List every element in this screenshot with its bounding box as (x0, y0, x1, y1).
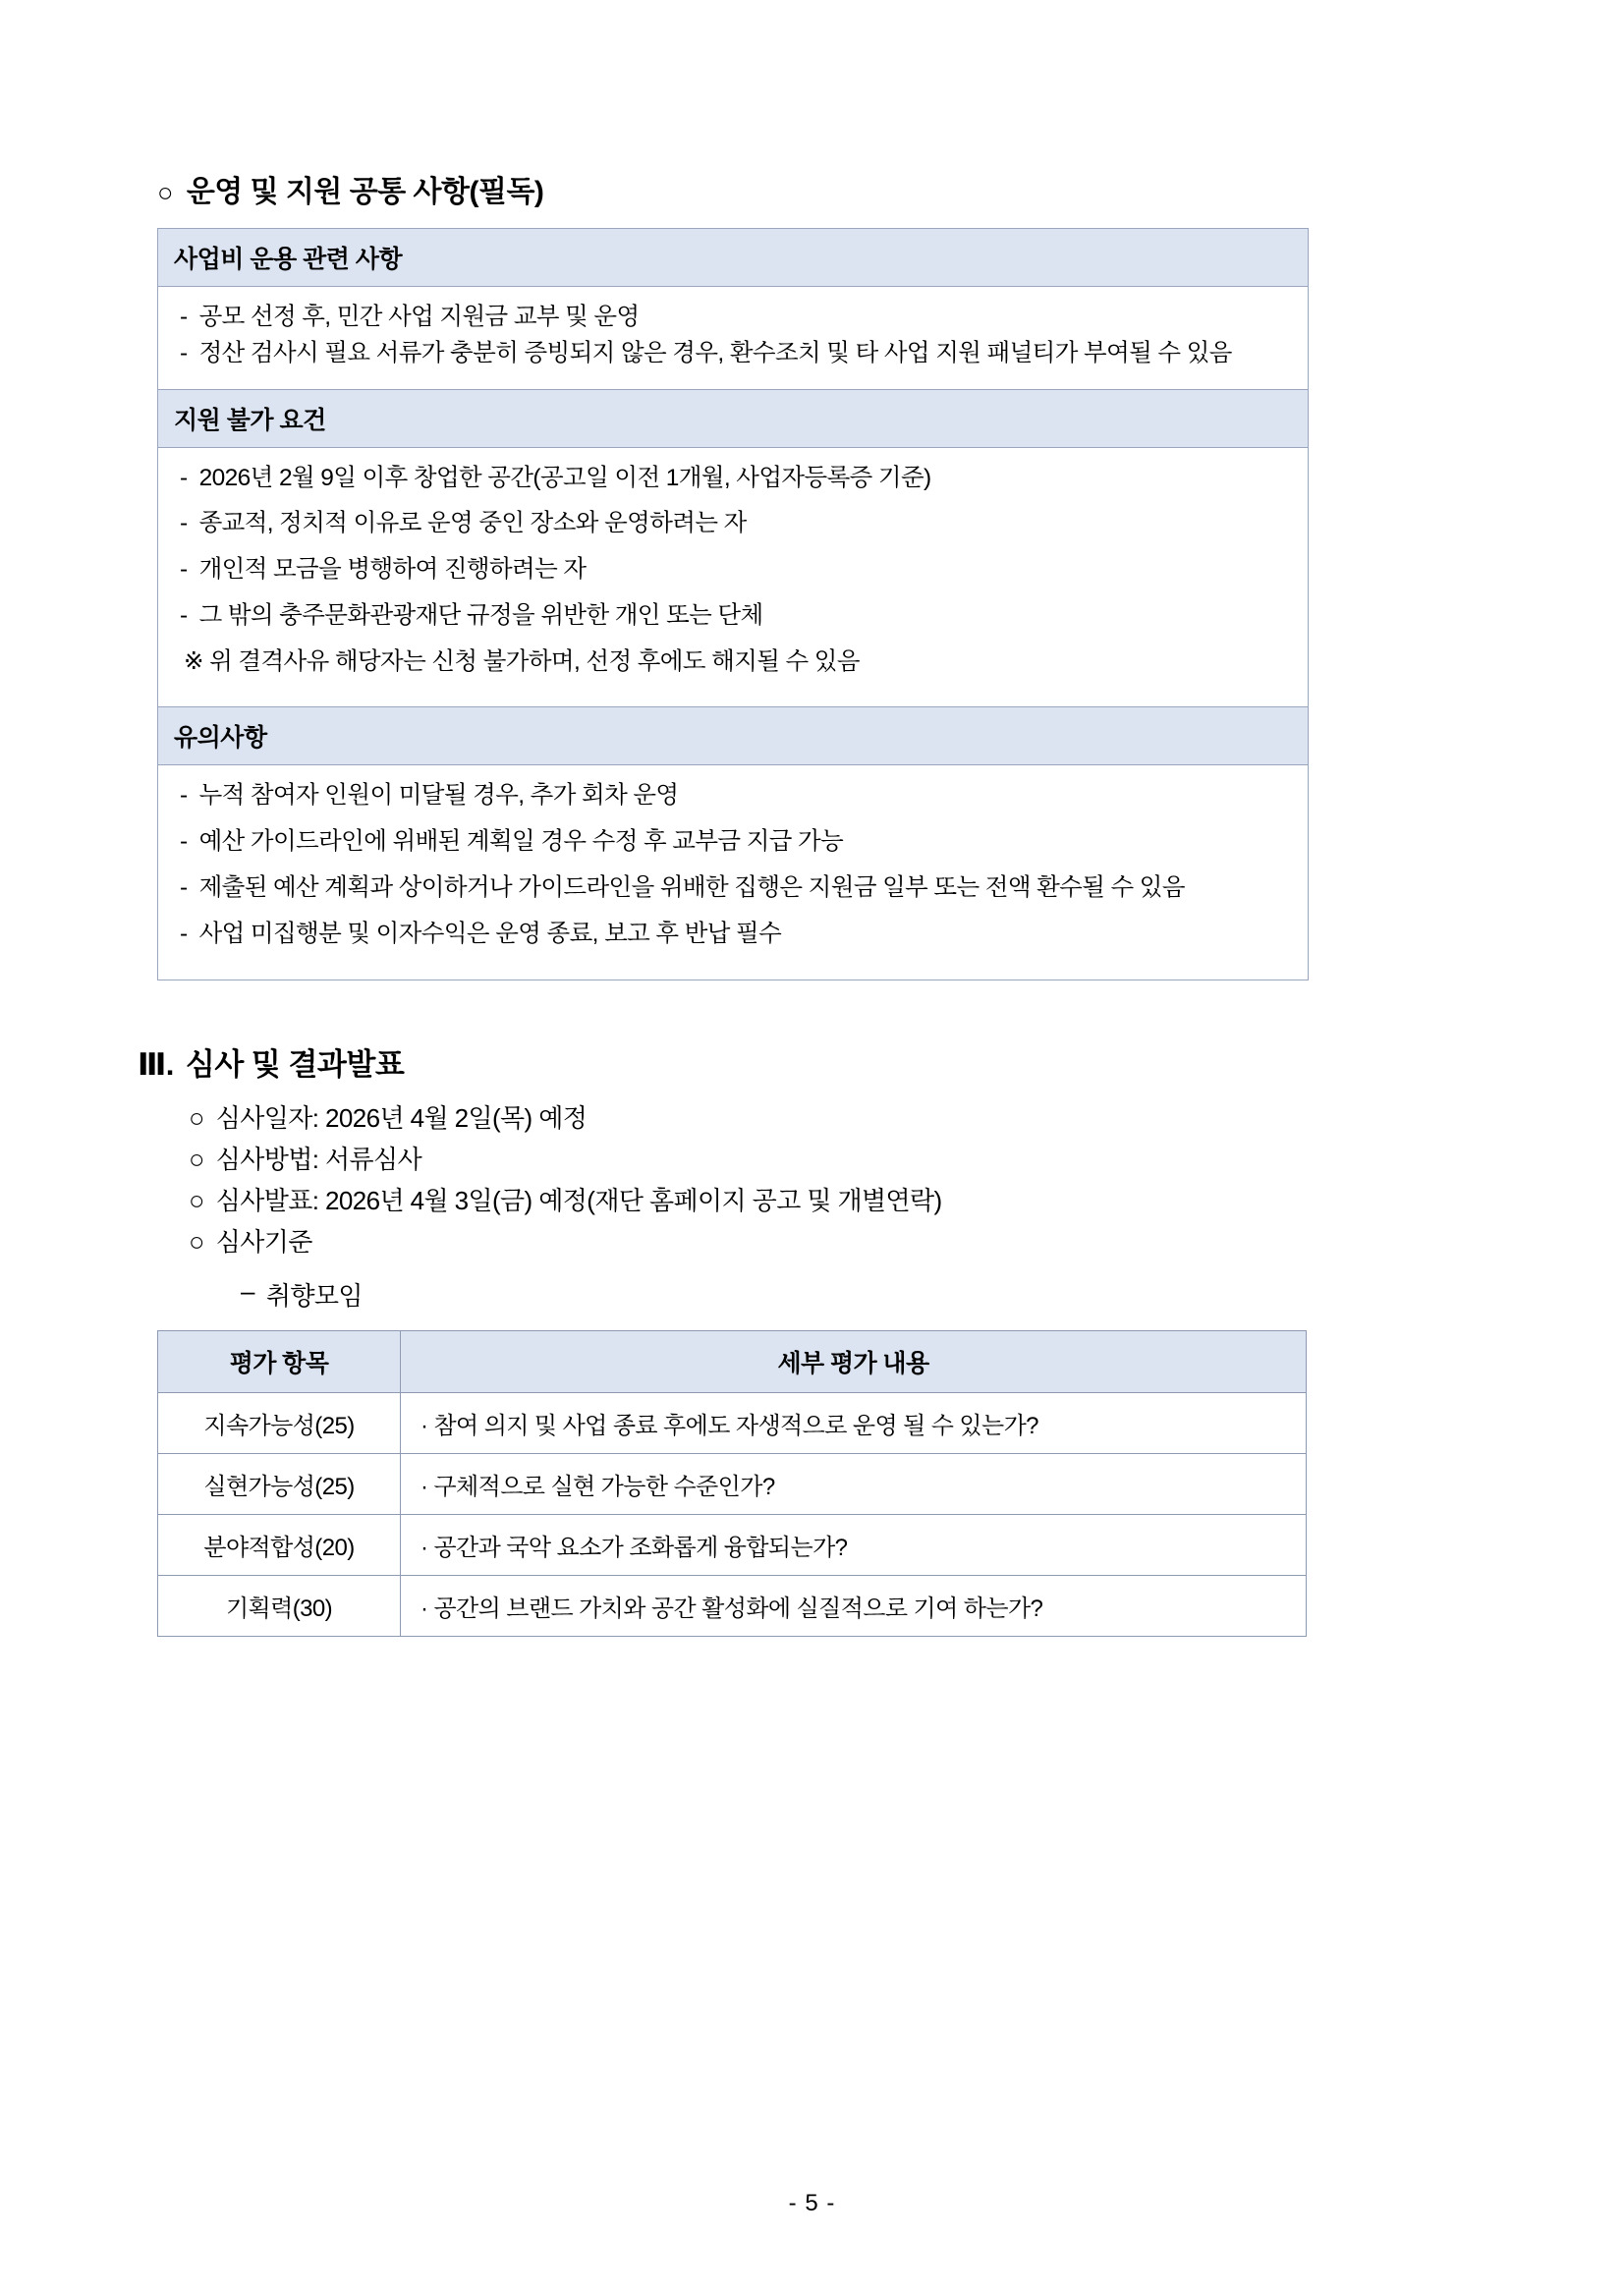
list-item (189, 1097, 1486, 1139)
circle-bullet-icon: ○ (189, 1144, 204, 1174)
notes-list (180, 779, 1286, 951)
dash-mark: - (180, 874, 188, 902)
table-row (158, 1576, 1307, 1637)
list-item (180, 779, 1286, 813)
column-header-detail: 세부 평가 내용 (401, 1331, 1307, 1393)
criteria-table (157, 1330, 1307, 1637)
list-item-text: 제출된 예산 계획과 상이하거나 가이드라인을 위배한 집행은 지원금 일부 또는 전액 환수될 수 있음 (198, 874, 1185, 902)
cell-detail: · 공간과 국악 요소가 조화롭게 융합되는가? (401, 1515, 1307, 1576)
list-item-text: 종교적, 정치적 이유로 운영 중인 장소와 운영하려는 자 (198, 510, 747, 537)
list-item (180, 462, 1286, 496)
criteria-table-head (158, 1331, 1307, 1393)
list-item-text: 공모 선정 후, 민간 사업 지원금 교부 및 운영 (198, 304, 640, 330)
notes-block-header: 사업비 운용 관련 사항 (158, 229, 1308, 287)
list-item-text: 예산 가이드라인에 위배된 계획일 경우 수정 후 교부금 지급 가능 (198, 828, 844, 856)
review-subitem (241, 1276, 1486, 1313)
common-notes-title: 운영 및 지원 공통 사항(필독) (186, 176, 544, 208)
circle-bullet-icon: ○ (189, 1185, 204, 1215)
table-row (158, 1454, 1307, 1515)
cell-item: 분야적합성(20) (158, 1515, 401, 1576)
table-row (158, 1393, 1307, 1454)
page-number: - 5 - (788, 2190, 836, 2216)
list-item-text: 심사발표: 2026년 4월 3일(금) 예정(재단 홈페이지 공고 및 개별연락) (215, 1185, 942, 1215)
dash-mark: - (180, 464, 188, 491)
list-item-text: 심사일자: 2026년 4월 2일(목) 예정 (215, 1102, 588, 1133)
note-line-text: ※ 위 결격사유 해당자는 신청 불가하며, 선정 후에도 해지될 수 있음 (184, 647, 860, 675)
cell-item: 지속가능성(25) (158, 1393, 401, 1454)
dash-mark: - (180, 828, 188, 856)
list-item-text: 개인적 모금을 병행하여 진행하려는 자 (198, 556, 587, 584)
dash-mark: - (180, 510, 188, 537)
list-item-text: 정산 검사시 필요 서류가 충분히 증빙되지 않은 경우, 환수조치 및 타 사업 지원 패널티가 부여될 수 있음 (198, 339, 1232, 366)
circle-bullet-icon: ○ (189, 1102, 204, 1133)
common-notes-heading (157, 167, 1486, 210)
notes-block-header: 유의사항 (158, 707, 1308, 765)
table-row (158, 1515, 1307, 1576)
section-number: Ⅲ. (138, 1046, 174, 1082)
list-item (189, 1139, 1486, 1180)
list-item-text: 2026년 2월 9일 이후 창업한 공간(공고일 이전 1개월, 사업자등록증 기준) (198, 464, 931, 491)
section-title: 심사 및 결과발표 (185, 1046, 405, 1082)
common-notes-box (157, 228, 1309, 980)
list-item-text: 그 밖의 충주문화관광재단 규정을 위반한 개인 또는 단체 (198, 601, 763, 629)
list-item (180, 507, 1286, 541)
dash-mark: - (180, 920, 188, 947)
cell-detail: · 참여 의지 및 사업 종료 후에도 자생적으로 운영 될 수 있는가? (401, 1393, 1307, 1454)
column-header-item: 평가 항목 (158, 1331, 401, 1393)
dash-mark: - (180, 556, 188, 584)
dash-mark: - (180, 601, 188, 629)
list-item (180, 599, 1286, 634)
cell-detail: · 공간의 브랜드 가치와 공간 활성화에 실질적으로 기여 하는가? (401, 1576, 1307, 1637)
list-item-text: 심사방법: 서류심사 (215, 1144, 422, 1174)
list-item (180, 553, 1286, 588)
list-item-text: 심사기준 (215, 1226, 312, 1257)
list-item (180, 337, 1286, 371)
cell-detail: · 구체적으로 실현 가능한 수준인가? (401, 1454, 1307, 1515)
notes-list (180, 301, 1286, 371)
list-item (180, 825, 1286, 860)
dash-mark: - (180, 339, 188, 366)
note-line (184, 645, 1286, 680)
cell-item: 기획력(30) (158, 1576, 401, 1637)
notes-block-body (158, 448, 1308, 708)
dash-mark: - (180, 304, 188, 330)
notes-block-body (158, 287, 1308, 390)
cell-item: 실현가능성(25) (158, 1454, 401, 1515)
notes-block-body (158, 765, 1308, 979)
review-subitem-text: 취향모임 (265, 1281, 363, 1312)
dash-mark: – (241, 1276, 254, 1307)
circle-bullet-icon: ○ (189, 1226, 204, 1257)
criteria-table-body (158, 1393, 1307, 1637)
review-list (138, 1097, 1486, 1262)
list-item (180, 918, 1286, 952)
notes-list (180, 462, 1286, 680)
list-item (180, 301, 1286, 335)
review-section-heading (138, 1039, 1486, 1084)
circle-bullet-icon: ○ (157, 178, 173, 207)
list-item (180, 871, 1286, 906)
list-item-text: 사업 미집행분 및 이자수익은 운영 종료, 보고 후 반납 필수 (198, 920, 782, 947)
list-item (189, 1180, 1486, 1221)
notes-block-header: 지원 불가 요건 (158, 390, 1308, 448)
list-item (189, 1221, 1486, 1262)
list-item-text: 누적 참여자 인원이 미달될 경우, 추가 회차 운영 (198, 782, 679, 810)
dash-mark: - (180, 782, 188, 810)
table-header-row (158, 1331, 1307, 1393)
